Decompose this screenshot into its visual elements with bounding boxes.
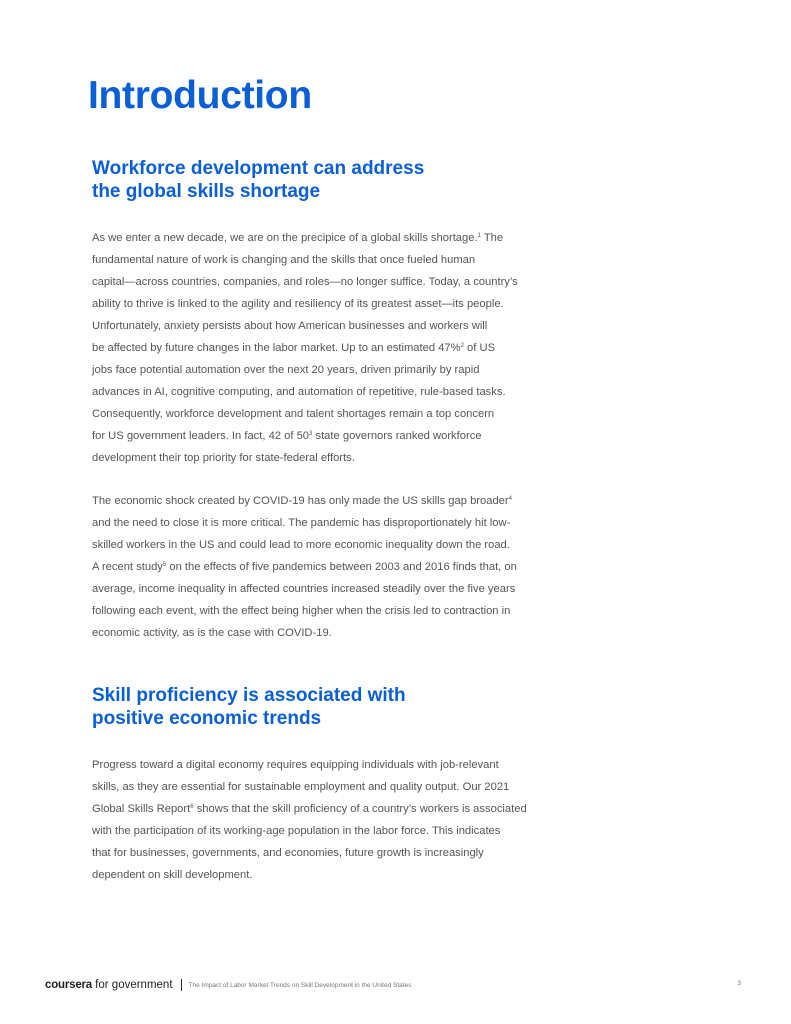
text-line (92, 490, 562, 512)
text-run: As we enter a new decade, we are on the precipice of a global skills shortage. (92, 232, 478, 244)
heading-line: Skill proficiency is associated with (92, 685, 406, 706)
text-line (92, 600, 562, 622)
page-footer (45, 977, 745, 993)
footnote-marker: 2 (460, 343, 464, 349)
text-line (92, 315, 562, 337)
text-run: The (480, 232, 504, 244)
footnote-marker: 6 (190, 804, 194, 810)
text-run: ability to thrive is linked to the agility and resiliency of its greatest asset—its people. (92, 298, 504, 310)
paragraph-covid-impact (92, 490, 562, 644)
page-number: 3 (737, 980, 741, 987)
text-line (92, 447, 562, 469)
text-line (92, 798, 562, 820)
text-run: skilled workers in the US and could lead to more economic inequality down the road. (92, 539, 510, 551)
text-line (92, 512, 562, 534)
text-run: of US (463, 342, 496, 354)
text-run: advances in AI, cognitive computing, and automation of repetitive, rule-based tasks. (92, 386, 506, 398)
text-run: Unfortunately, anxiety persists about how American businesses and workers will (92, 320, 488, 332)
paragraph-economic-trends (92, 754, 562, 886)
logo-brand: coursera (45, 979, 92, 991)
page-title: Introduction (88, 74, 312, 117)
text-run: and the need to close it is more critical. The pandemic has disproportionately hit low- (92, 517, 511, 529)
text-line (92, 337, 562, 359)
text-line (92, 381, 562, 403)
text-run: shows that the skill proficiency of a country’s workers is associated (193, 803, 527, 815)
text-run: development their top priority for state-federal efforts. (92, 452, 355, 464)
text-run: The economic shock created by COVID-19 has only made the US skills gap broader (92, 495, 509, 507)
text-run: A recent study (92, 561, 163, 573)
text-line (92, 359, 562, 381)
text-line (92, 776, 562, 798)
heading-line: Workforce development can address (92, 158, 425, 179)
text-run: following each event, with the effect being higher when the crisis led to contraction in (92, 605, 511, 617)
text-run: fundamental nature of work is changing and the skills that once fueled human (92, 254, 476, 266)
text-line (92, 556, 562, 578)
logo-suffix: for government (91, 979, 173, 991)
text-run: Global Skills Report (92, 803, 191, 815)
footer-divider (181, 979, 182, 991)
text-run: on the effects of five pandemics between 2003 and 2016 finds that, on (166, 561, 517, 573)
footer-doc-title: The Impact of Labor Market Trends on Skill Development in the United States (188, 981, 412, 989)
coursera-logo (45, 979, 173, 991)
text-run: Progress toward a digital economy requires equipping individuals with job-relevant (92, 759, 499, 771)
text-line (92, 622, 562, 644)
text-line (92, 820, 562, 842)
text-run: with the participation of its working-age population in the labor force. This indicates (92, 825, 501, 837)
footnote-marker: 3 (309, 431, 313, 437)
heading-line: the global skills shortage (92, 181, 321, 202)
text-line (92, 425, 562, 447)
text-line (92, 578, 562, 600)
footnote-marker: 4 (508, 496, 512, 502)
text-line (92, 754, 562, 776)
text-line (92, 227, 562, 249)
footnote-marker: 1 (477, 233, 481, 239)
text-line (92, 534, 562, 556)
text-line (92, 249, 562, 271)
text-line (92, 293, 562, 315)
text-line (92, 271, 562, 293)
text-run: jobs face potential automation over the next 20 years, driven primarily by rapid (92, 364, 480, 376)
text-run: for US government leaders. In fact, 42 of 50 (92, 430, 310, 442)
text-run: dependent on skill development. (92, 869, 253, 881)
text-line (92, 864, 562, 886)
text-run: Consequently, workforce development and talent shortages remain a top concern (92, 408, 495, 420)
text-run: capital—across countries, companies, and roles—no longer suffice. Today, a country’s (92, 276, 518, 288)
heading-line: positive economic trends (92, 708, 322, 729)
section-heading-workforce (92, 157, 512, 203)
section-heading-skill-proficiency (92, 684, 512, 730)
text-line (92, 403, 562, 425)
text-run: that for businesses, governments, and economies, future growth is increasingly (92, 847, 484, 859)
text-run: be affected by future changes in the labor market. Up to an estimated 47% (92, 342, 461, 354)
footnote-marker: 5 (162, 562, 167, 568)
text-run: skills, as they are essential for sustainable employment and quality output. Our 2021 (92, 781, 510, 793)
text-run: economic activity, as is the case with COVID-19. (92, 627, 332, 639)
text-run: average, income inequality in affected countries increased steadily over the five years (92, 583, 516, 595)
text-line (92, 842, 562, 864)
paragraph-skills-shortage (92, 227, 562, 469)
text-run: state governors ranked workforce (312, 430, 482, 442)
